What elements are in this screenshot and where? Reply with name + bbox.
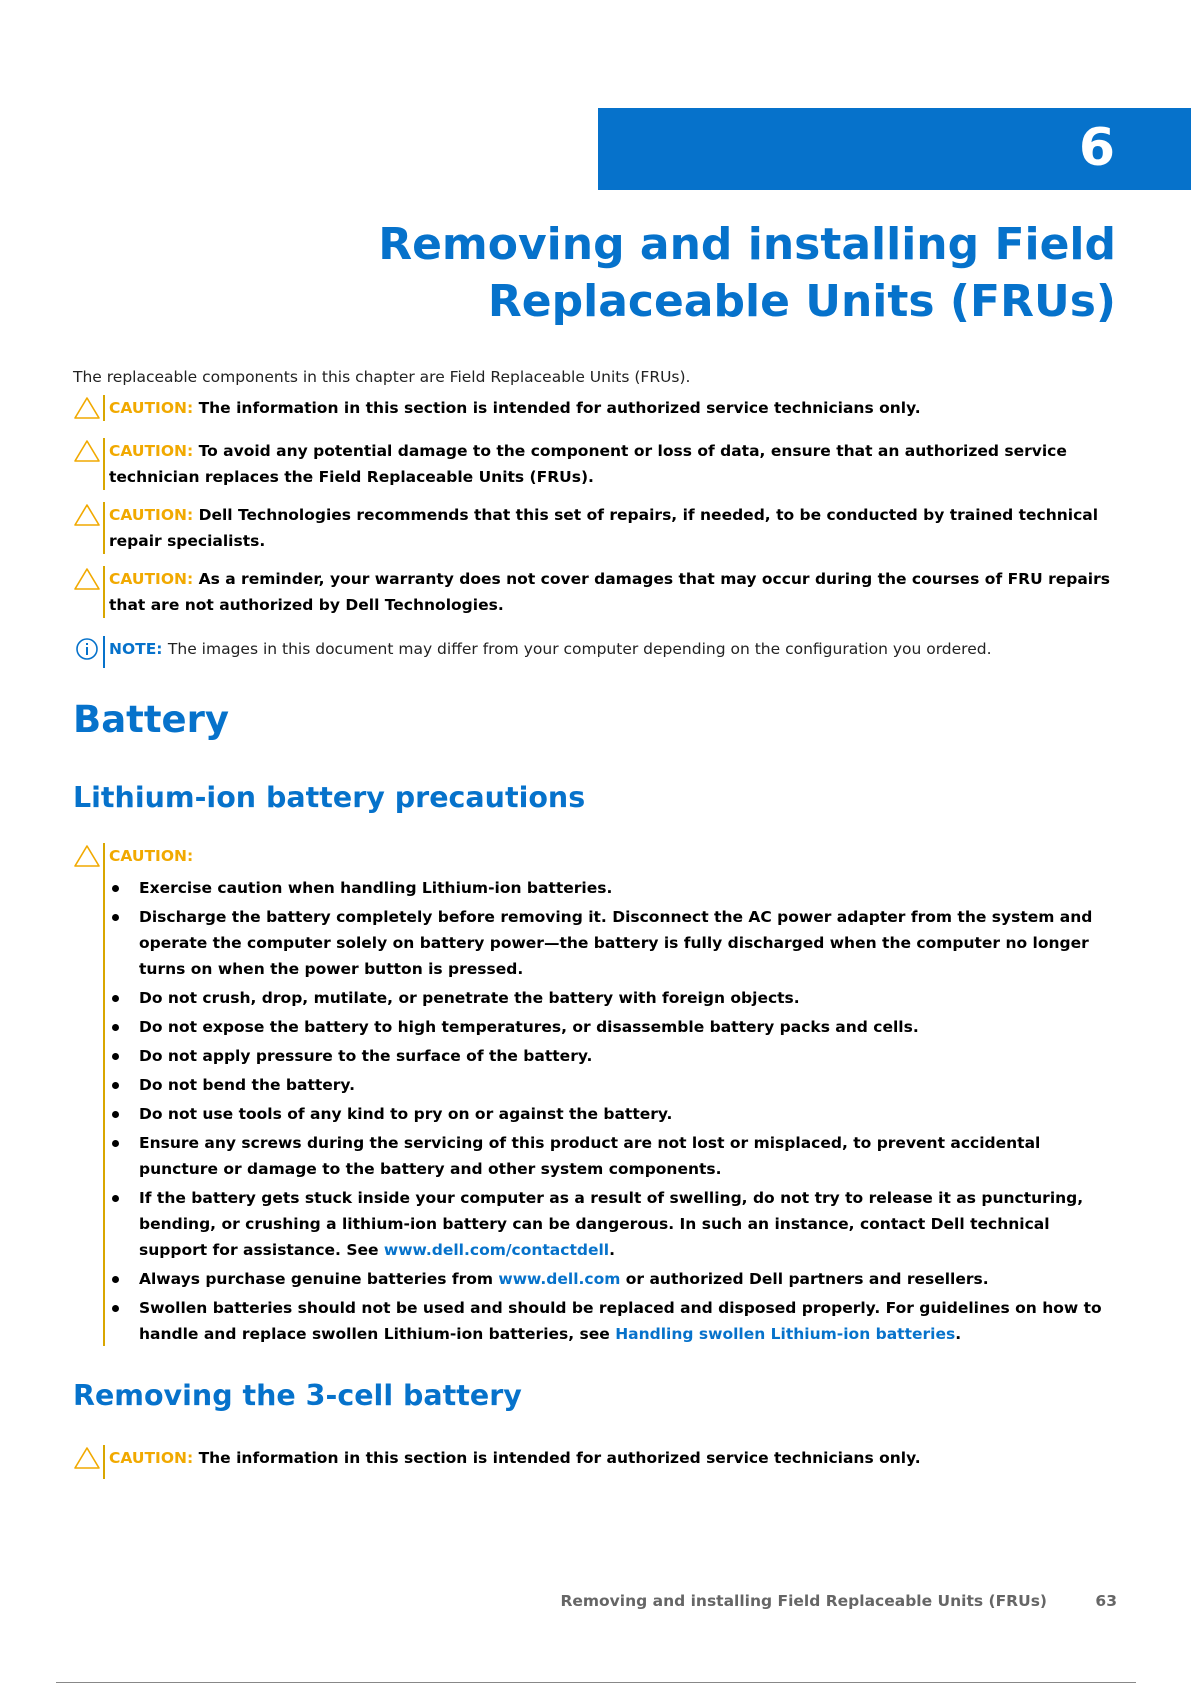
- list-item: Do not expose the battery to high temperatures, or disassemble battery packs and cells.: [109, 1014, 1123, 1040]
- note-images: [73, 636, 1123, 662]
- list-item: Do not apply pressure to the surface of the battery.: [109, 1043, 1123, 1069]
- warning-triangle-icon: [73, 567, 101, 591]
- battery-heading: Battery: [73, 698, 230, 741]
- swollen-batteries-link[interactable]: Handling swollen Lithium-ion batteries: [615, 1325, 956, 1343]
- swollen-before: Swollen batteries should not be used and should be replaced and disposed properly. For guidelines on how to handle and replace swollen Lithium-ion batteries, see: [139, 1299, 1102, 1343]
- caution-damage: [73, 438, 1123, 490]
- footer-page-number: 63: [1095, 1592, 1117, 1610]
- dell-link[interactable]: www.dell.com: [498, 1270, 621, 1288]
- warning-triangle-icon: [73, 396, 101, 420]
- caution-removing: [73, 1445, 1123, 1471]
- list-item: Discharge the battery completely before removing it. Disconnect the AC power adapter from the system and operate the computer solely on battery power—the battery is fully discharged when the computer no longer turns on when the power button is pressed.: [109, 904, 1123, 982]
- chapter-number: 6: [1078, 118, 1115, 178]
- warning-triangle-icon: [73, 503, 101, 527]
- caution-bar: [103, 395, 105, 421]
- caution-trained: [73, 502, 1123, 554]
- caution-label: CAUTION:: [109, 570, 194, 588]
- footer-rule: [56, 1682, 1136, 1683]
- caution-bar: [103, 843, 105, 1346]
- warning-triangle-icon: [73, 844, 101, 868]
- caution-label: CAUTION:: [109, 442, 194, 460]
- warning-triangle-icon: [73, 439, 101, 463]
- caution-label: CAUTION:: [109, 1449, 194, 1467]
- caution-bar: [103, 502, 105, 554]
- precautions-heading: Lithium-ion battery precautions: [73, 781, 586, 814]
- chapter-band: [598, 108, 1191, 190]
- caution-lithium: [73, 843, 1123, 1350]
- caution-text: Dell Technologies recommends that this set of repairs, if needed, to be conducted by trained technical repair specialists.: [109, 506, 1099, 550]
- intro-text: The replaceable components in this chapter are Field Replaceable Units (FRUs).: [73, 368, 691, 386]
- genuine-after: or authorized Dell partners and resellers.: [620, 1270, 989, 1288]
- list-item: Exercise caution when handling Lithium-ion batteries.: [109, 875, 1123, 901]
- precaution-list: [109, 875, 1123, 1347]
- caution-label: CAUTION:: [109, 506, 194, 524]
- note-label: NOTE:: [109, 640, 163, 658]
- footer-chapter-title: Removing and installing Field Replaceable Units (FRUs): [560, 1592, 1047, 1610]
- caution-text: To avoid any potential damage to the component or loss of data, ensure that an authorized service technician replaces the Field Replaceable Units (FRUs).: [109, 442, 1067, 486]
- caution-text: As a reminder, your warranty does not cover damages that may occur during the courses of FRU repairs that are not authorized by Dell Technologies.: [109, 570, 1110, 614]
- contactdell-link[interactable]: www.dell.com/contactdell: [383, 1241, 610, 1259]
- caution-label: CAUTION:: [109, 399, 194, 417]
- caution-warranty: [73, 566, 1123, 618]
- list-item: Ensure any screws during the servicing of this product are not lost or misplaced, to prevent accidental puncture or damage to the battery and other system components.: [109, 1130, 1123, 1182]
- info-icon: [73, 637, 101, 661]
- note-text: The images in this document may differ from your computer depending on the configuration you ordered.: [167, 640, 992, 658]
- stuck-after: .: [609, 1241, 615, 1259]
- caution-authorized: [73, 395, 1123, 421]
- list-item: [109, 1295, 1123, 1347]
- swollen-after: .: [955, 1325, 962, 1343]
- genuine-before: Always purchase genuine batteries from: [139, 1270, 499, 1288]
- warning-triangle-icon: [73, 1446, 101, 1470]
- list-item: [109, 1185, 1123, 1263]
- caution-text: The information in this section is intended for authorized service technicians only.: [198, 1449, 921, 1467]
- caution-bar: [103, 566, 105, 618]
- caution-label: CAUTION:: [109, 847, 194, 865]
- caution-bar: [103, 1445, 105, 1479]
- list-item: [109, 1266, 1123, 1292]
- list-item: Do not crush, drop, mutilate, or penetrate the battery with foreign objects.: [109, 985, 1123, 1011]
- list-item: Do not bend the battery.: [109, 1072, 1123, 1098]
- list-item: Do not use tools of any kind to pry on or against the battery.: [109, 1101, 1123, 1127]
- removing-heading: Removing the 3-cell battery: [73, 1379, 522, 1412]
- page-title: Removing and installing Field Replaceable Units (FRUs): [378, 219, 1116, 327]
- stuck-text: If the battery gets stuck inside your computer as a result of swelling, do not try to release it as puncturing, bending, or crushing a lithium-ion battery can be dangerous. In such an instance, contact Dell technical support for assistance. See: [139, 1189, 1084, 1259]
- caution-bar: [103, 438, 105, 490]
- caution-text: The information in this section is intended for authorized service technicians only.: [198, 399, 921, 417]
- note-bar: [103, 636, 105, 668]
